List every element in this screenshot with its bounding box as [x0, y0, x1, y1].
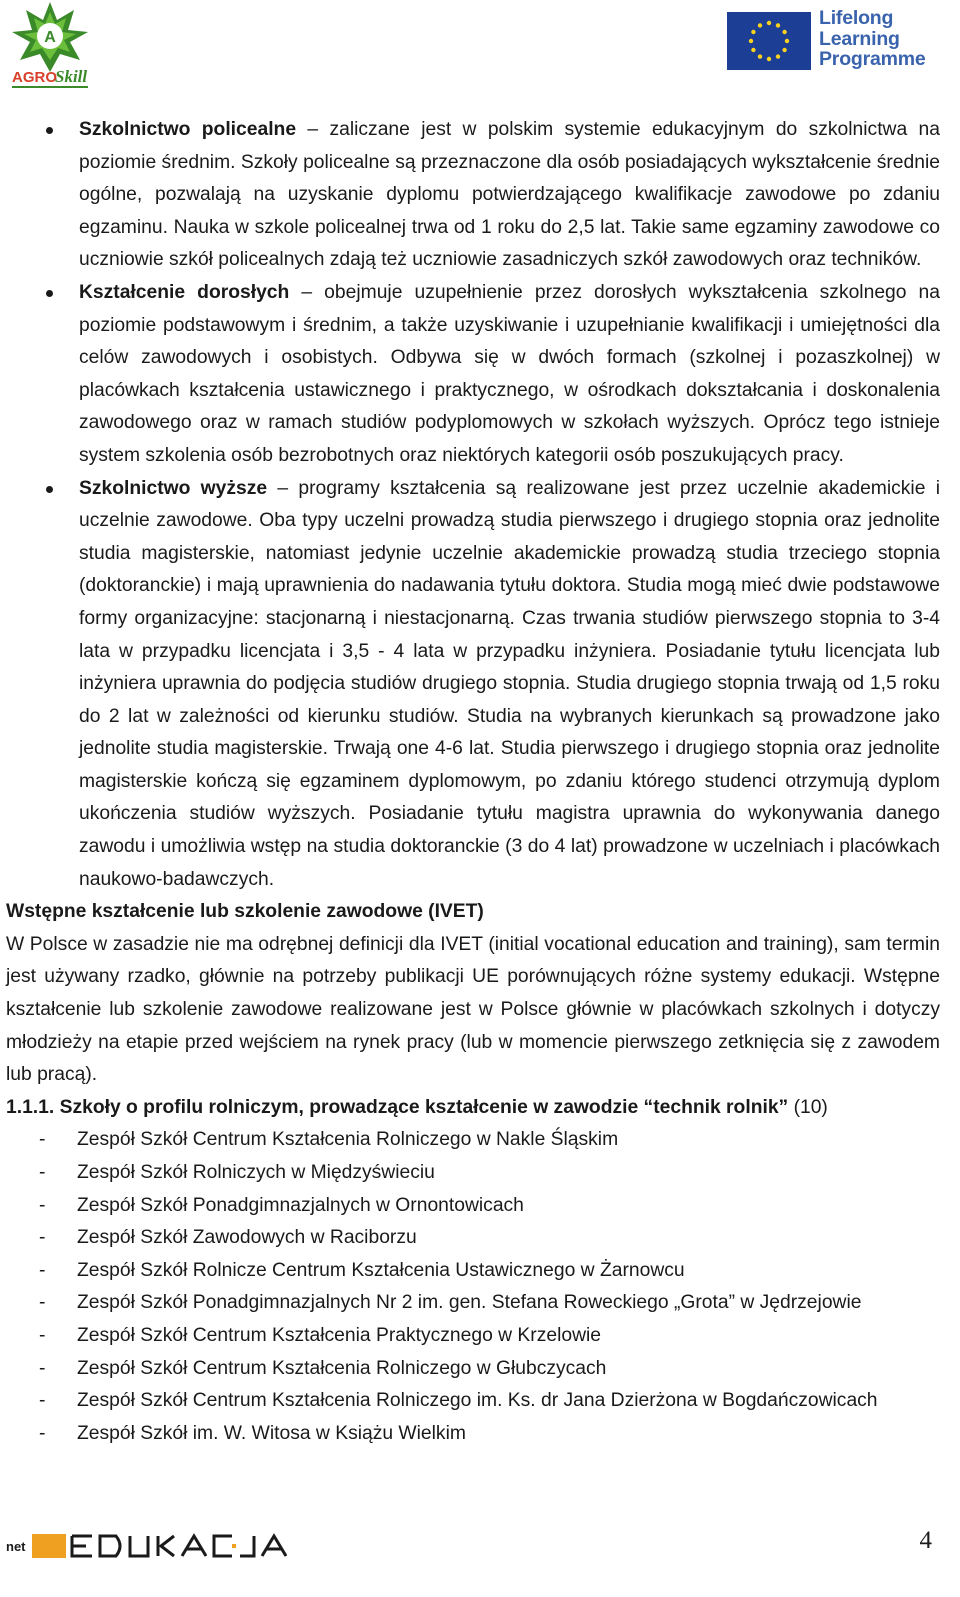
list-item — [6, 1255, 940, 1288]
dash-marker: - — [39, 1357, 46, 1379]
llp-line-1: Lifelong — [819, 7, 894, 29]
list-item — [6, 1190, 940, 1223]
dash-marker: - — [39, 1194, 46, 1216]
school-name: Zespół Szkół im. W. Witosa w Książu Wielkim — [77, 1422, 466, 1444]
section-title: Szkoły o profilu rolniczym, prowadzące kształcenie w zawodzie “technik rolnik” — [59, 1096, 789, 1118]
page-number: 4 — [919, 1527, 932, 1554]
list-item — [6, 1353, 940, 1386]
section-heading — [6, 1092, 940, 1125]
school-name: Zespół Szkół Centrum Kształcenia Rolniczego im. Ks. dr Jana Dzierżona w Bogdańczowicach — [77, 1390, 878, 1412]
bullet-item — [6, 114, 940, 277]
leaf-wreath-icon — [12, 2, 88, 72]
bullet-term: Szkolnictwo policealne — [79, 119, 297, 140]
school-name: Zespół Szkół Ponadgimnazjalnych Nr 2 im. gen. Stefana Roweckiego „Grota” w Jędrzejowie — [77, 1292, 862, 1314]
dash-marker: - — [39, 1162, 46, 1183]
school-name: Zespół Szkół Rolnicze Centrum Kształcenia Ustawicznego w Żarnowcu — [77, 1259, 685, 1281]
dash-marker: - — [39, 1292, 46, 1314]
section-count: (10) — [793, 1096, 828, 1118]
eu-flag-icon — [727, 12, 811, 70]
svg-text:net: net — [6, 1539, 26, 1554]
school-name: Zespół Szkół Centrum Kształcenia Praktycznego w Krzelowie — [77, 1324, 602, 1346]
bullet-list — [6, 114, 940, 896]
school-name: Zespół Szkół Zawodowych w Raciborzu — [77, 1227, 417, 1249]
ivet-paragraph: W Polsce w zasadzie nie ma odrębnej definicji dla IVET (initial vocational education and training), sam termin jest używany rzadko, głównie na potrzeby publikacji UE porównujących różne systemy edukacji. Wstępne kształcenie lub szkolenie zawodowe realizowane jest w Polsce głównie w placówkach szkolnych i dotyczy młodzieży na etapie przed wejściem na rynek pracy (lub w momencie pierwszego zetknięcia się z zawodem lub pracą). — [6, 933, 940, 1086]
bullet-item — [6, 277, 940, 473]
bullet-term: Szkolnictwo wyższe — [79, 477, 268, 499]
bullet-term: Kształcenie dorosłych — [79, 281, 290, 303]
dash-marker: - — [39, 1129, 46, 1151]
bullet-text: – zaliczane jest w polskim systemie edukacyjnym do szkolnictwa na poziomie średnim. Szkoły policealne są przeznaczone dla osób posiadających wykształcenie średnie ogólne, pozwalają na uzyskanie dyplomu potwierdzającego kwalifikacje zawodowe po zdaniu egzaminu. Nauka w szkole policealnej trwa od 1 roku do 2,5 lat. Takie same egzaminy zawodowe co uczniowie szkół policealnych zdają też uczniowie zasadniczych szkół zawodowych oraz techników. — [79, 119, 940, 271]
school-name: Zespół Szkół Centrum Kształcenia Rolniczego w Głubczycach — [77, 1357, 607, 1379]
school-list — [6, 1124, 940, 1450]
list-item — [6, 1287, 940, 1320]
dash-marker: - — [39, 1227, 46, 1249]
school-name: Zespół Szkół Centrum Kształcenia Rolniczego w Nakle Śląskim — [77, 1129, 619, 1151]
lifelong-learning-logo — [727, 6, 939, 74]
llp-wordmark — [819, 8, 926, 70]
list-item — [6, 1418, 940, 1451]
agroskill-logo — [10, 2, 90, 94]
llp-line-2: Learning — [819, 27, 900, 50]
svg-text:A: A — [44, 29, 56, 46]
llp-line-3: Programme — [819, 48, 926, 70]
document-body — [6, 114, 940, 1450]
dash-marker: - — [39, 1422, 46, 1444]
bullet-text: – obejmuje uzupełnienie przez dorosłych wykształcenia szkolnego na poziomie podstawowym i średnim, a także uzyskiwanie i uzupełnianie kwalifikacji i umiejętności dla celów zawodowych i osobistych. Odbywa się w dwóch formach (szkolnej i pozaszkolnej) w placówkach kształcenia ustawicznego i praktycznego, w ośrodkach dokształcania i doskonalenia zawodowego oraz w ramach studiów podyplomowych w szkołach wyższych. Oprócz tego istnieje system szkolenia osób bezrobotnych oraz niektórych kategorii osób poszukujących pracy. — [79, 281, 941, 466]
list-item — [6, 1124, 940, 1157]
ivet-heading: Wstępne kształcenie lub szkolenie zawodowe (IVET) — [6, 901, 484, 923]
list-item — [6, 1222, 940, 1255]
bullet-text: – programy kształcenia są realizowane jest przez uczelnie akademickie i uczelnie zawodowe. Oba typy uczelni prowadzą studia pierwszego i drugiego stopnia oraz jednolite studia magisterskie, natomiast jedynie uczelnie akademickie prowadzą studia trzeciego stopnia (doktoranckie) i mają uprawnienia do nadawania tytułu doktora. Studia mogą mieć dwie podstawowe formy organizacyjne: stacjonarną i niestacjonarną. Czas trwania studiów pierwszego stopnia to 3-4 lata w przypadku licencjata i 3,5 - 4 lata w przypadku inżyniera. Posiadanie tytułu licencjata lub inżyniera uprawnia do podjęcia studiów drugiego stopnia. Studia drugiego stopnia trwają od 1,5 roku do 2 lat w zależności od kierunku studiów. Studia na wybranych kierunkach są prowadzone jako jednolite studia magisterskie. Trwają one 4-6 lat. Studia pierwszego i drugiego stopnia oraz jednolite magisterskie kończą się egzaminem dyplomowym, po zdaniu którego studenci otrzymują dyplom ukończenia studiów wyższych. Posiadanie tytułu magistra uprawnia do wykonywania danego zawodu i umożliwia wstęp na studia doktoranckie (3 do 4 lat) prowadzone w uczelniach i placówkach naukowo-badawczych. — [79, 477, 940, 890]
dash-marker: - — [39, 1324, 46, 1346]
list-item — [6, 1385, 940, 1418]
netedukacja-logo — [6, 1530, 306, 1562]
school-name: Zespół Szkół Rolniczych w Międzyświeciu — [77, 1162, 435, 1183]
school-name: Zespół Szkół Ponadgimnazjalnych w Ornontowicach — [77, 1194, 524, 1216]
dash-marker: - — [39, 1390, 46, 1412]
bullet-item — [6, 473, 940, 897]
svg-text:Skill: Skill — [55, 67, 88, 86]
list-item — [6, 1157, 940, 1190]
section-number: 1.1.1. — [6, 1096, 55, 1118]
svg-text:AGRO: AGRO — [12, 69, 57, 86]
list-item — [6, 1320, 940, 1353]
dash-marker: - — [39, 1259, 46, 1281]
